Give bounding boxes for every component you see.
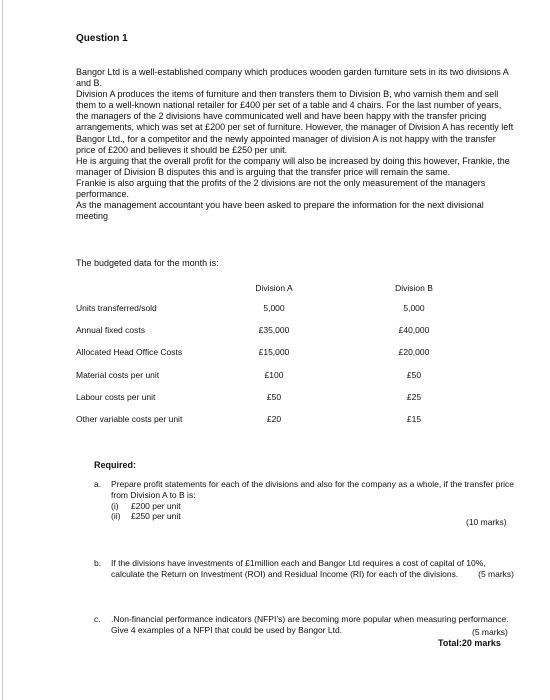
intro-text	[76, 67, 516, 222]
division-a-value: £100	[264, 369, 284, 380]
question-a	[94, 479, 514, 521]
division-a-value: 5,000	[263, 303, 285, 314]
header-blank	[76, 279, 214, 297]
question-c-letter: c.	[94, 614, 101, 624]
page-edge-divider	[2, 0, 3, 700]
table-row	[76, 386, 494, 408]
header-division-b: Division B	[395, 283, 433, 293]
table-row	[76, 341, 494, 363]
intro-paragraph: Division A produces the items of furniture and then transfers them to Division B, who varnish them and sell them to a well-known national retailer for £400 per set of a table and 4 chairs. For the last number of years, the managers of the 2 divisions have communicated well and have been happy with the transfer pricing arrangements, which was set at £200 per set of furniture. However, the manager of Division A has recently left Bangor Ltd., for a competitor and the newly appointed manager of division A is not happy with the transfer price of £200 and believes it should be £250 per unit.	[76, 89, 514, 155]
row-label: Other variable costs per unit	[76, 414, 183, 425]
subitem-text: £200 per unit	[131, 501, 181, 511]
question-a-text: Prepare profit statements for each of the divisions and also for the company as a whole, if the transfer price from Division A to B is:	[111, 479, 515, 500]
intro-paragraph: As the management accountant you have been asked to prepare the information for the next divisional meeting	[76, 200, 484, 222]
table-row	[76, 319, 494, 341]
division-b-value: £20,000	[398, 347, 430, 358]
division-a-value: £35,000	[258, 325, 290, 336]
intro-paragraph: Frankie is also arguing that the profits of the 2 divisions are not the only measurement of the managers performance.	[76, 177, 486, 200]
division-b-value: £25	[406, 391, 422, 402]
row-label: Labour costs per unit	[76, 391, 156, 402]
question-a-subitem	[111, 501, 514, 511]
question-b-text: If the divisions have investments of £1million each and Bangor Ltd requires a cost of capital of 10%, calculate the Return on Investment (ROI) and Residual Income (RI) for each of the divisions.	[111, 558, 486, 579]
row-label: Material costs per unit	[76, 369, 160, 380]
table-row	[76, 297, 494, 319]
row-label: Units transferred/sold	[76, 303, 157, 314]
division-b-value: £50	[406, 369, 422, 380]
table-header-row	[76, 279, 494, 297]
subitem-number: (ii)	[111, 511, 121, 521]
required-heading: Required:	[94, 460, 137, 470]
question-c-text: .Non-financial performance indicators (NFPI’s) are becoming more popular when measuring performance. Give 4 examples of a NFPI that could be used by Bangor Ltd.	[111, 614, 509, 635]
table-row	[76, 364, 494, 386]
subitem-number: (i)	[111, 501, 119, 511]
total-marks: Total:20 marks	[438, 638, 501, 648]
header-division-a: Division A	[255, 283, 293, 293]
row-label: Allocated Head Office Costs	[76, 347, 183, 358]
question-a-subitem	[111, 511, 514, 521]
budget-table	[76, 279, 494, 430]
budget-title: The budgeted data for the month is:	[76, 258, 219, 268]
division-a-value: £20	[266, 414, 282, 425]
question-title: Question 1	[76, 33, 128, 44]
division-a-value: £50	[266, 391, 282, 402]
division-b-value: £40,000	[398, 325, 430, 336]
question-c-marks: (5 marks)	[472, 627, 508, 637]
question-b-letter: b.	[94, 558, 102, 568]
question-c	[94, 614, 514, 636]
intro-paragraph: Bangor Ltd is a well-established company which produces wooden garden furniture sets in its two divisions A and B.	[76, 67, 509, 89]
table-row	[76, 408, 494, 430]
question-a-marks: (10 marks)	[466, 517, 507, 527]
question-b	[94, 558, 514, 580]
question-a-letter: a.	[94, 479, 102, 489]
intro-paragraph: He is arguing that the overall profit for the company will also be increased by doing this however, Frankie, the manager of Division B disputes this and is arguing that the transfer price will remain the same.	[76, 155, 510, 177]
division-b-value: 5,000	[403, 303, 425, 314]
question-b-marks: (5 marks)	[478, 569, 514, 579]
division-b-value: £15	[406, 414, 422, 425]
row-label: Annual fixed costs	[76, 325, 145, 336]
subitem-text: £250 per unit	[131, 511, 181, 521]
division-a-value: £15,000	[258, 347, 290, 358]
